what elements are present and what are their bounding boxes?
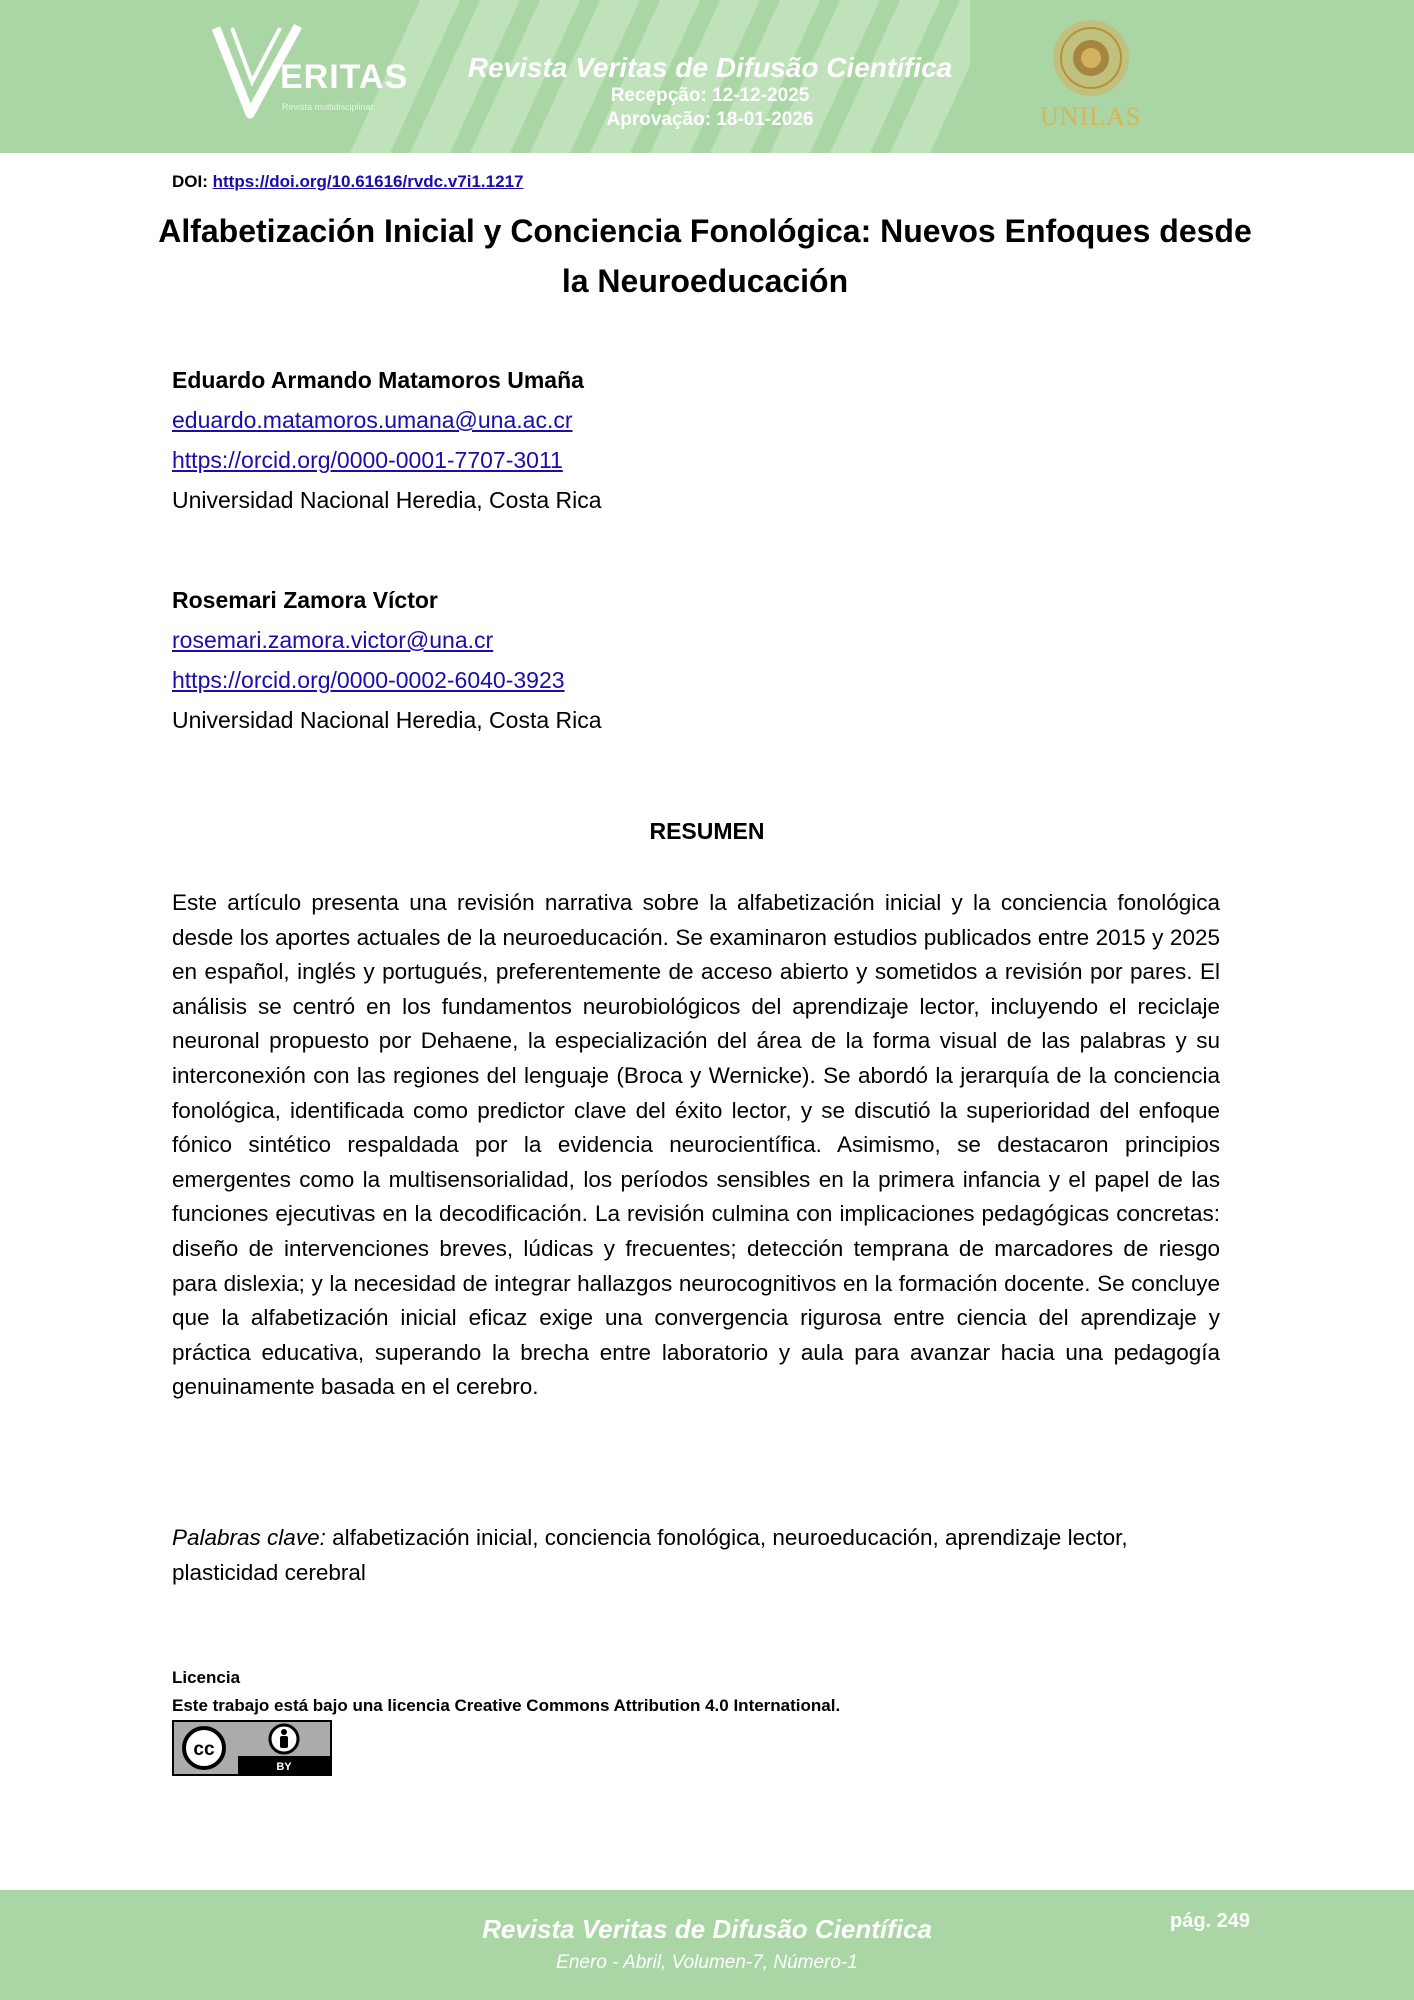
header-journal-info bbox=[450, 52, 970, 132]
approved-date: Aprovação: 18-01-2026 bbox=[606, 109, 814, 130]
unilas-seal-icon bbox=[1036, 16, 1146, 106]
footer-journal-name: Revista Veritas de Difusão Científica bbox=[482, 1914, 932, 1944]
author-name: Eduardo Armando Matamoros Umaña bbox=[172, 367, 584, 393]
svg-text:cc: cc bbox=[193, 1739, 215, 1760]
page-header bbox=[0, 0, 1414, 153]
abstract-text: Este artículo presenta una revisión narrativa sobre la alfabetización inicial y la conciencia fonológica desde los aportes actuales de la neuroeducación. Se examinaron estudios publicados entre 2015 y 2025 en español, inglés y portugués, preferentemente de acceso abierto y sometidos a revisión por pares. El análisis se centró en los fundamentos neurobiológicos del aprendizaje lector, incluyendo el reciclaje neuronal propuesto por Dehaene, la especialización del área de la forma visual de las palabras y su interconexión con las regiones del lenguaje (Broca y Wernicke). Se abordó la jerarquía de la conciencia fonológica, identificada como predictor clave del éxito lector, y se discutió la superioridad del enfoque fónico sintético respaldada por la evidencia neurocientífica. Asimismo, se destacaron principios emergentes como la multisensorialidad, los períodos sensibles en la primera infancia y el papel de las funciones ejecutivas en la decodificación. La revisión culmina con implicaciones pedagógicas concretas: diseño de intervenciones breves, lúdicas y frecuentes; detección temprana de marcadores de riesgo para dislexia; y la necesidad de integrar hallazgos neurocognitivos en la formación docente. Se concluye que la alfabetización inicial eficaz exige una convergencia rigurosa entre ciencia del aprendizaje y práctica educativa, superando la brecha entre laboratorio y aula para avanzar hacia una pedagogía genuinamente basada en el cerebro. bbox=[172, 890, 1220, 1400]
veritas-logo bbox=[212, 22, 409, 122]
attribution-person-icon bbox=[264, 1722, 304, 1758]
author-affiliation: Universidad Nacional Heredia, Costa Rica bbox=[172, 707, 602, 733]
doi-link[interactable]: https://doi.org/10.61616/rvdc.v7i1.1217 bbox=[212, 172, 524, 191]
page-number: pág. 249 bbox=[1170, 1910, 1251, 1932]
keywords-label: Palabras clave: bbox=[172, 1525, 326, 1550]
header-journal-name: Revista Veritas de Difusão Científica bbox=[467, 52, 953, 83]
author-block-1 bbox=[172, 360, 602, 520]
author-orcid-link[interactable]: https://orcid.org/0000-0002-6040-3923 bbox=[172, 667, 565, 693]
footer-issue-info: Enero - Abril, Volumen-7, Número-1 bbox=[556, 1952, 858, 1973]
cc-by-badge bbox=[172, 1720, 332, 1776]
author-email-link[interactable]: eduardo.matamoros.umana@una.ac.cr bbox=[172, 407, 573, 433]
veritas-logo-tagline: Revista multidisciplinar bbox=[282, 102, 374, 112]
keywords-paragraph bbox=[172, 1520, 1220, 1590]
cc-by-label: BY bbox=[276, 1761, 292, 1773]
author-block-2 bbox=[172, 580, 602, 740]
cc-icon bbox=[176, 1722, 236, 1774]
page-footer bbox=[0, 1890, 1414, 2000]
author-email-link[interactable]: rosemari.zamora.victor@una.cr bbox=[172, 627, 494, 653]
veritas-logo-word: ERITAS bbox=[280, 58, 409, 96]
license-block bbox=[172, 1664, 840, 1720]
author-name: Rosemari Zamora Víctor bbox=[172, 587, 438, 613]
keywords-text: alfabetización inicial, conciencia fonológica, neuroeducación, aprendizaje lector, plasticidad cerebral bbox=[172, 1525, 1128, 1585]
received-date: Recepção: 12-12-2025 bbox=[610, 85, 810, 106]
abstract-heading: RESUMEN bbox=[649, 818, 765, 844]
doi-line bbox=[172, 172, 523, 192]
unilas-logo-word: UNILAS bbox=[1040, 102, 1142, 131]
article-title: Alfabetización Inicial y Conciencia Fonológica: Nuevos Enfoques desde la Neuroeducación bbox=[158, 213, 1252, 299]
author-affiliation: Universidad Nacional Heredia, Costa Rica bbox=[172, 487, 602, 513]
license-heading: Licencia bbox=[172, 1668, 241, 1687]
doi-label: DOI: bbox=[172, 172, 213, 191]
author-orcid-link[interactable]: https://orcid.org/0000-0001-7707-3011 bbox=[172, 447, 563, 473]
unilas-logo bbox=[1036, 16, 1146, 136]
license-text: Este trabajo está bajo una licencia Creative Commons Attribution 4.0 International. bbox=[172, 1696, 841, 1715]
